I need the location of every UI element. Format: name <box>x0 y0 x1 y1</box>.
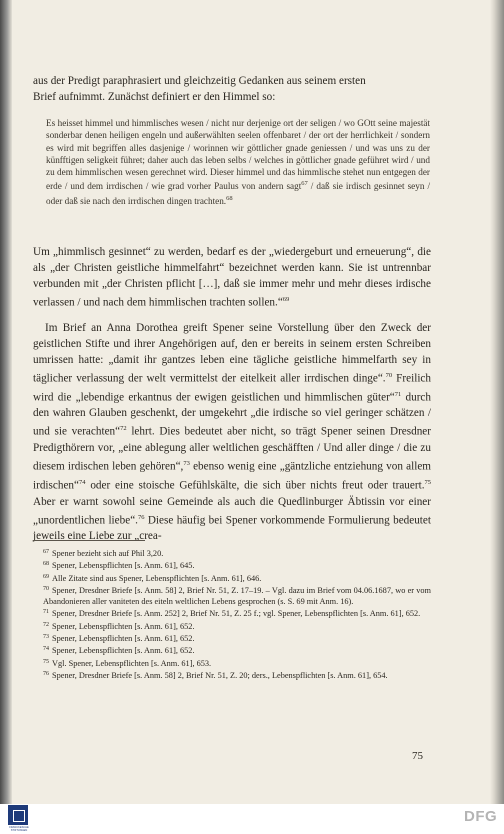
quote-text: / daß sie irdisch gesinnet seyn / oder daß sie nach den irrdischen dingen trachten. <box>46 181 430 206</box>
paragraph-anna-dorothea <box>33 320 431 544</box>
footnote <box>33 584 431 608</box>
intro-line-2: Brief aufnimmt. Zunächst definiert er den Himmel so: <box>33 91 276 103</box>
para2-text: ebenso wenig eine „gäntzliche entziehung von allem irdischen“ <box>33 460 432 492</box>
para2-text: Aber er warnt sowohl seine Gemeinde als auch die Quedlinburger Äbtissin vor einer „unordentlichen liebe“. <box>33 495 431 527</box>
quote-text: Es heisset himmel und himmlisches wesen / nicht nur derjenige ort der seligen / wo GOtt seine majestät sonderbar denen heiligen engeln und außerwählten seelen offenbaret / der ort der herrlichkeit / sondern es wird mit begriffen alles dasjenige / worinnen wir göttlicher gnade geniessen / und was uns zu der künfftigen seligkeit führet; daher auch das leben selbs / welches in göttlicher gnade geführet wird / und zu dem himmlischen wesen gerechnet wird. Dieser himmel und das himmlische stehet nun entgegen der erde / und dem irrdischen / wie grad vorher Paulus von andern sagt <box>46 118 430 192</box>
footnote-number: 70 <box>43 585 49 592</box>
page-number: 75 <box>412 750 423 762</box>
footnote-number: 68 <box>43 561 49 568</box>
footnote-text: Spener, Lebenspflichten [s. Anm. 61], 652. <box>52 634 195 644</box>
footnote-reference[interactable]: 73 <box>183 460 190 468</box>
para2-text: Im Brief an Anna Dorothea greift Spener seine Vorstellung über den Zweck der geistlichen Stifte und ihrer Angehörigen auf, den er bereits in seinem ersten Schreiben umrissen hatte: „damit ihr gantzes leben eine tägliche geistliche himmelfarth sey in täglicher verlassung der welt vermittelst der eitelkeit aller irrdischen dinge“. <box>33 322 431 385</box>
footnote-text: Spener, Dresdner Briefe [s. Anm. 252] 2, Brief Nr. 51, Z. 25 f.; vgl. Spener, Lebenspflichten [s. Anm. 61], 652. <box>52 609 421 619</box>
footnote-number: 73 <box>43 634 49 641</box>
footnote-number: 71 <box>43 609 49 616</box>
para2-text: durch den wahren Glauben geschenkt, der umgekehrt „die irdische so viel geringer schätzen / und sie verachten“ <box>33 391 431 439</box>
footnote-text: Vgl. Spener, Lebenspflichten [s. Anm. 61], 653. <box>52 658 212 668</box>
footnote <box>33 547 431 559</box>
para2-text: oder eine stoische Gefühlskälte, die sich über nichts freut oder trauert. <box>85 479 425 492</box>
footnote-reference[interactable]: 70 <box>385 372 393 379</box>
footnote-reference[interactable]: 76 <box>137 513 145 521</box>
para2-text: Diese häufig bei Spener vorkommende Formulierung bedeutet jeweils eine Liebe zur „crea- <box>33 514 431 543</box>
footnote-text: Alle Zitate sind aus Spener, Lebenspflichten [s. Anm. 61], 646. <box>52 573 262 583</box>
footnote <box>33 669 431 681</box>
footnote-reference[interactable]: 68 <box>226 194 233 202</box>
institution-logo-icon <box>8 805 28 825</box>
footnote <box>33 632 431 644</box>
footnotes <box>33 547 431 681</box>
paragraph-himmlisch-gesinnet <box>33 244 431 311</box>
block-quote <box>46 117 430 207</box>
intro-line-1: aus der Predigt paraphrasiert und gleichzeitig Gedanken aus seinem ersten <box>33 75 366 87</box>
footnote-reference[interactable]: 71 <box>394 390 402 398</box>
footnote <box>33 620 431 632</box>
footnote-reference[interactable]: 72 <box>120 425 127 433</box>
footnote-text: Spener, Lebenspflichten [s. Anm. 61], 645. <box>52 561 195 571</box>
footer-bar <box>0 804 504 834</box>
para2-text: Freilich wird die „lebendige erkantnus der ewigen geistlichen und himmlischen güter“ <box>33 372 431 404</box>
para1-text: Um „himmlisch gesinnet“ zu werden, bedarf es der „wiedergeburt und erneuerung“, die als „der Christen geistliche himmelfahrt“ bezeichnet werden kann. Sie ist untrennbar verbunden mit „der Christen pflicht […], daß sie immer mehr und mehr dieses irdische verlassen / und nach dem himmlischen trachten sollen.“ <box>33 246 431 309</box>
footnote <box>33 657 431 669</box>
footnote-number: 67 <box>43 549 49 555</box>
para2-text: lehrt. Dies bedeutet aber nicht, so trägt Spener seinen Dresdner Predigthörern vor, „eine ablegung aller weltlichen geschäfften / Und aller dinge / die zu diesem irdischen leben gehören“, <box>33 426 431 473</box>
footnote-reference[interactable]: 69 <box>282 296 290 303</box>
footnote-number: 76 <box>43 670 49 677</box>
footnote <box>33 572 431 584</box>
footnote-text: Spener, Lebenspflichten [s. Anm. 61], 652. <box>52 646 195 656</box>
footnote-number: 74 <box>43 646 49 653</box>
franckesche-stiftungen-logo <box>4 805 34 833</box>
intro-paragraph <box>33 73 431 105</box>
logo-caption: FRANCKESCHE STIFTUNGEN <box>9 826 29 832</box>
footnote <box>33 644 431 656</box>
footnote-reference[interactable]: 75 <box>424 478 431 486</box>
footnote <box>33 607 431 619</box>
dfg-logo: DFG <box>464 808 498 825</box>
footnote-reference[interactable]: 67 <box>301 180 308 188</box>
footnote-text: Spener bezieht sich auf Phil 3,20. <box>52 549 164 558</box>
footnote-number: 75 <box>43 658 49 665</box>
footnote-reference[interactable]: 74 <box>78 478 86 486</box>
footnote-text: Spener, Dresdner Briefe [s. Anm. 58] 2, Brief Nr. 51, Z. 17–19. – Vgl. dazu im Brief vom 04.06.1687, wo er vom Abandonieren aller vaniteten des eiteln weltlichen Lebens gesprochen (s. S. 69 mit Anm. 16). <box>43 585 431 607</box>
footnote-separator <box>33 540 145 541</box>
footnote <box>33 559 431 571</box>
footnote-text: Spener, Lebenspflichten [s. Anm. 61], 652. <box>52 621 195 631</box>
footnote-text: Spener, Dresdner Briefe [s. Anm. 58] 2, Brief Nr. 51, Z. 20; ders., Lebenspflichten [s. Anm. 61], 654. <box>52 670 388 680</box>
footnote-number: 72 <box>43 621 49 628</box>
footnote-number: 69 <box>43 573 49 580</box>
